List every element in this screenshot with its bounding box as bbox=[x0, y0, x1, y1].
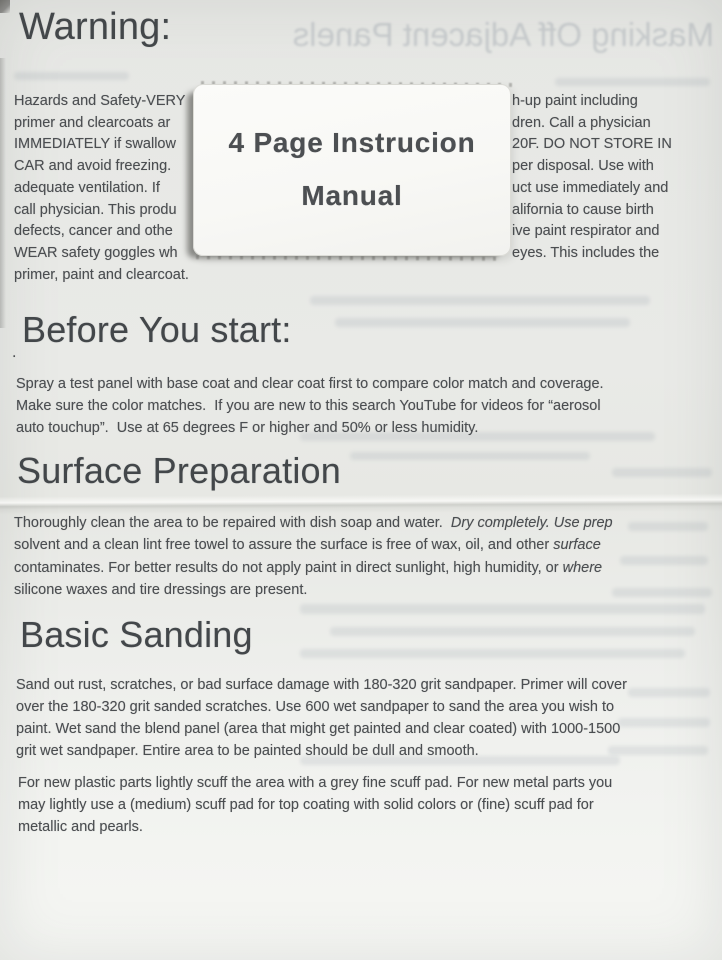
text-segment-italic: where bbox=[562, 559, 603, 576]
text-segment: silicone waxes and tire dressings are present. bbox=[14, 581, 308, 598]
bleedthrough-smudge bbox=[612, 588, 712, 597]
warning-line-right-fragment: per disposal. Use with bbox=[512, 158, 654, 175]
bleedthrough-smudge bbox=[300, 649, 685, 658]
warning-line-left-fragment: CAR and avoid freezing. bbox=[14, 158, 172, 175]
section-heading-basic-sanding: Basic Sanding bbox=[20, 614, 253, 655]
text-line: over the 180-320 grit sanded scratches. Use 600 wet sandpaper to sand the area you wish to bbox=[16, 699, 615, 715]
instruction-manual-sticker bbox=[193, 84, 511, 256]
bleedthrough-smudge bbox=[608, 746, 708, 755]
warning-line-right-fragment: uct use immediately and bbox=[512, 179, 669, 196]
warning-line-right-fragment: ive paint respirator and bbox=[512, 223, 660, 240]
text-line: Sand out rust, scratches, or bad surface damage with 180-320 grit sandpaper. Primer will cover bbox=[16, 677, 627, 693]
warning-line-left-fragment: call physician. This produ bbox=[14, 201, 177, 218]
bleedthrough-smudge bbox=[300, 604, 705, 614]
sticker-title-line-2: Manual bbox=[301, 180, 403, 211]
text-line bbox=[14, 558, 602, 579]
text-segment: contaminates. For better results do not apply paint in direct sunlight, high humidity, or bbox=[14, 559, 563, 576]
warning-line-right-fragment: alifornia to cause birth bbox=[512, 201, 654, 218]
sticker-title-line-1: 4 Page Instrucion bbox=[228, 127, 476, 158]
warning-line-left-fragment: adequate ventilation. If bbox=[14, 179, 160, 196]
warning-line-left-fragment: WEAR safety goggles wh bbox=[14, 244, 178, 261]
text-segment-italic: Dry completely. Use prep bbox=[450, 515, 613, 531]
bleedthrough-smudge bbox=[555, 78, 710, 86]
page-edge-shadow bbox=[0, 58, 6, 328]
bleedthrough-smudge bbox=[14, 72, 129, 80]
warning-line-right-fragment: 20F. DO NOT STORE IN bbox=[512, 136, 672, 153]
warning-line-left-fragment: Hazards and Safety-VERY bbox=[14, 93, 186, 109]
warning-line-left-fragment: primer and clearcoats ar bbox=[14, 114, 171, 131]
warning-line-left-fragment: primer, paint and clearcoat. bbox=[14, 266, 189, 283]
warning-line-left-fragment: defects, cancer and othe bbox=[14, 223, 173, 240]
text-segment-italic: surface bbox=[553, 537, 601, 554]
text-segment: Thoroughly clean the area to be repaired with dish soap and water. bbox=[14, 515, 451, 531]
bleedthrough-smudge bbox=[612, 468, 712, 477]
text-line: grit wet sandpaper. Entire area to be painted should be dull and smooth. bbox=[16, 743, 479, 759]
text-line: Make sure the color matches. If you are new to this search YouTube for videos for “aerosol bbox=[16, 398, 601, 414]
text-line: may lightly use a (medium) scuff pad for top coating with solid colors or (fine) scuff pad for bbox=[18, 797, 594, 813]
bleedthrough-smudge bbox=[335, 318, 630, 327]
text-line: For new plastic parts lightly scuff the area with a grey fine scuff pad. For new metal parts you bbox=[18, 775, 613, 791]
bleedthrough-smudge bbox=[330, 627, 695, 636]
section-heading-before-you-start: Before You start: bbox=[22, 309, 292, 350]
text-line: Spray a test panel with base coat and clear coat first to compare color match and coverage. bbox=[16, 376, 604, 392]
text-line: paint. Wet sand the blend panel (area that might get painted and clear coated) with 1000-1500 bbox=[16, 721, 621, 737]
warning-line-right-fragment: eyes. This includes the bbox=[512, 244, 660, 261]
bleedthrough-smudge bbox=[310, 296, 650, 305]
bleedthrough-smudge bbox=[628, 522, 708, 531]
text-line bbox=[14, 580, 307, 601]
text-line: auto touchup”. Use at 65 degrees F or higher and 50% or less humidity. bbox=[16, 420, 479, 436]
section-heading-warning: Warning: bbox=[19, 6, 172, 48]
bleedthrough-heading: Masking Off Adjacent Panels bbox=[292, 16, 714, 53]
stray-period-mark: . bbox=[12, 344, 17, 361]
text-segment: solvent and a clean lint free towel to assure the surface is free of wax, oil, and other bbox=[14, 537, 554, 554]
text-line bbox=[14, 535, 601, 556]
bleedthrough-smudge bbox=[350, 452, 590, 460]
bleedthrough-smudge bbox=[628, 688, 710, 697]
bleedthrough-smudge bbox=[620, 556, 708, 565]
warning-line-right-fragment: dren. Call a physician bbox=[512, 114, 651, 131]
text-line bbox=[14, 513, 613, 534]
paper-crease bbox=[0, 493, 722, 514]
bleedthrough-smudge bbox=[618, 718, 710, 727]
section-heading-surface-preparation: Surface Preparation bbox=[17, 450, 341, 491]
perforation-edge-bottom bbox=[196, 255, 502, 261]
warning-line-right-fragment: h-up paint including bbox=[512, 93, 638, 109]
warning-line-left-fragment: IMMEDIATELY if swallow bbox=[14, 136, 176, 153]
text-line: metallic and pearls. bbox=[18, 819, 143, 835]
page-corner-shadow bbox=[0, 0, 10, 13]
